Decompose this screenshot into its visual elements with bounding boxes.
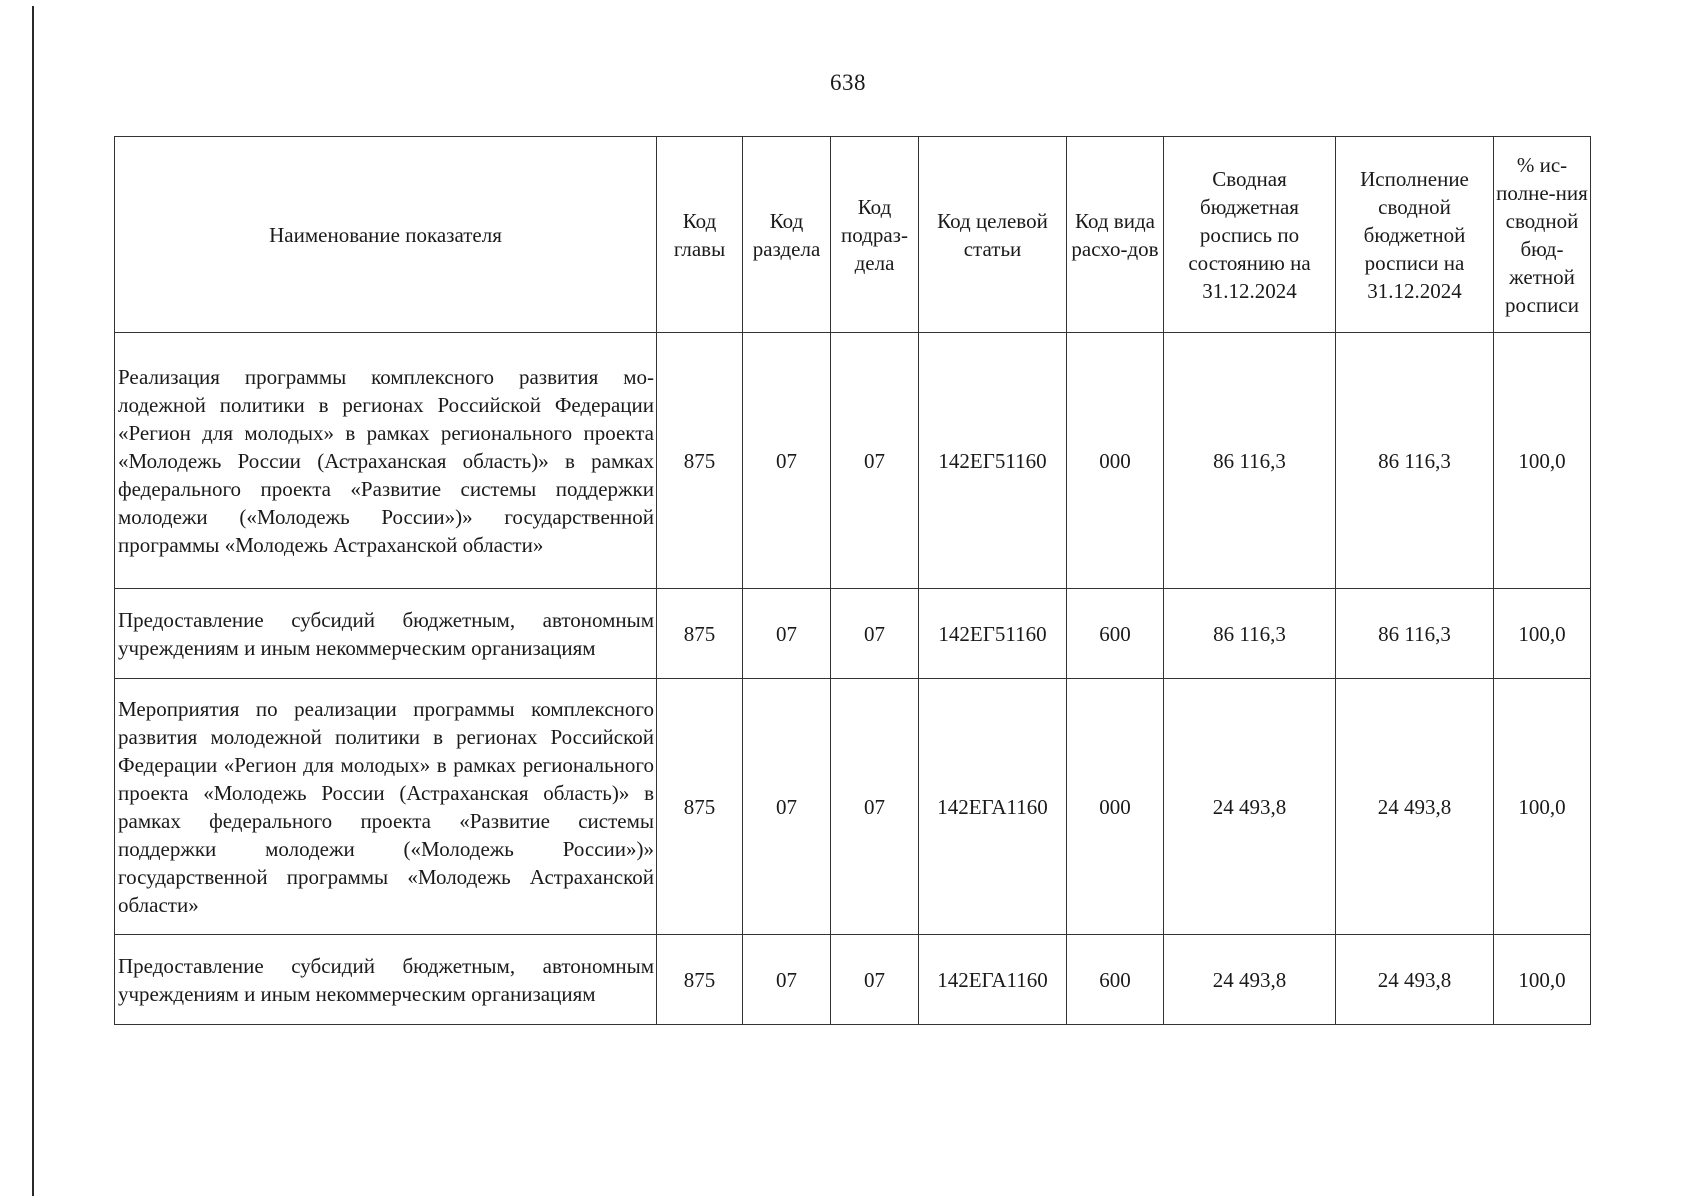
budget-execution-table [114,136,1591,1025]
row-plan-value: 86 116,3 [1164,333,1336,589]
header-section-code: Код раздела [743,137,831,333]
header-execution-percent: % ис-полне-ния сводной бюд-жетной росписи [1494,137,1591,333]
row-subsection-code: 07 [831,589,919,679]
header-target-code: Код целевой статьи [919,137,1067,333]
header-subsection-code: Код подраз-дела [831,137,919,333]
row-expense-type-code: 600 [1067,589,1164,679]
row-percent-value: 100,0 [1494,589,1591,679]
row-indicator-name: Мероприятия по реализации программы комплексного развития молодежной политики в регионах Российской Федерации «Регион для молодых» в рамках регионального проекта «Молодежь России (Астраханская область)» в рамках федерального проекта «Развитие системы поддержки молодежи («Молодежь России»)» государственной программы «Молодежь Астраханской области» [115,679,657,935]
row-subsection-code: 07 [831,679,919,935]
header-expense-type-code: Код вида расхо-дов [1067,137,1164,333]
table-row [115,333,1591,589]
row-execution-value: 86 116,3 [1336,589,1494,679]
header-chapter-code: Код главы [657,137,743,333]
page-margin-line [32,6,34,1196]
row-subsection-code: 07 [831,935,919,1025]
page-number: 638 [830,70,866,95]
row-section-code: 07 [743,679,831,935]
row-indicator-name: Реализация программы комплексного развития молодежной политики в регионах Российской Федерации «Регион для молодых» в рамках регионального проекта «Молодежь России (Астраханская область)» в рамках федерального проекта «Развитие системы поддержки молодежи («Молодежь России»)» государственной программы «Молодежь Астраханской области» [115,333,657,589]
row-indicator-name: Предоставление субсидий бюджетным, автономным учреждениям и иным некоммерческим организациям [115,935,657,1025]
table-header-row [115,137,1591,333]
row-expense-type-code: 000 [1067,679,1164,935]
row-plan-value: 24 493,8 [1164,679,1336,935]
row-chapter-code: 875 [657,589,743,679]
row-subsection-code: 07 [831,333,919,589]
table-row [115,589,1591,679]
row-section-code: 07 [743,935,831,1025]
row-target-code: 142ЕГА1160 [919,679,1067,935]
row-target-code: 142ЕГ51160 [919,589,1067,679]
row-percent-value: 100,0 [1494,333,1591,589]
header-consolidated-plan: Сводная бюджетная роспись по состоянию на 31.12.2024 [1164,137,1336,333]
row-indicator-name: Предоставление субсидий бюджетным, автономным учреждениям и иным некоммерческим организациям [115,589,657,679]
row-section-code: 07 [743,589,831,679]
row-expense-type-code: 600 [1067,935,1164,1025]
row-plan-value: 24 493,8 [1164,935,1336,1025]
row-expense-type-code: 000 [1067,333,1164,589]
row-plan-value: 86 116,3 [1164,589,1336,679]
header-plan-execution: Исполнение сводной бюджетной росписи на 31.12.2024 [1336,137,1494,333]
row-percent-value: 100,0 [1494,679,1591,935]
row-execution-value: 86 116,3 [1336,333,1494,589]
table-row [115,679,1591,935]
row-chapter-code: 875 [657,935,743,1025]
row-execution-value: 24 493,8 [1336,935,1494,1025]
row-execution-value: 24 493,8 [1336,679,1494,935]
row-chapter-code: 875 [657,333,743,589]
row-chapter-code: 875 [657,679,743,935]
row-section-code: 07 [743,333,831,589]
row-target-code: 142ЕГ51160 [919,333,1067,589]
table-row [115,935,1591,1025]
row-target-code: 142ЕГА1160 [919,935,1067,1025]
row-percent-value: 100,0 [1494,935,1591,1025]
header-indicator-name: Наименование показателя [115,137,657,333]
